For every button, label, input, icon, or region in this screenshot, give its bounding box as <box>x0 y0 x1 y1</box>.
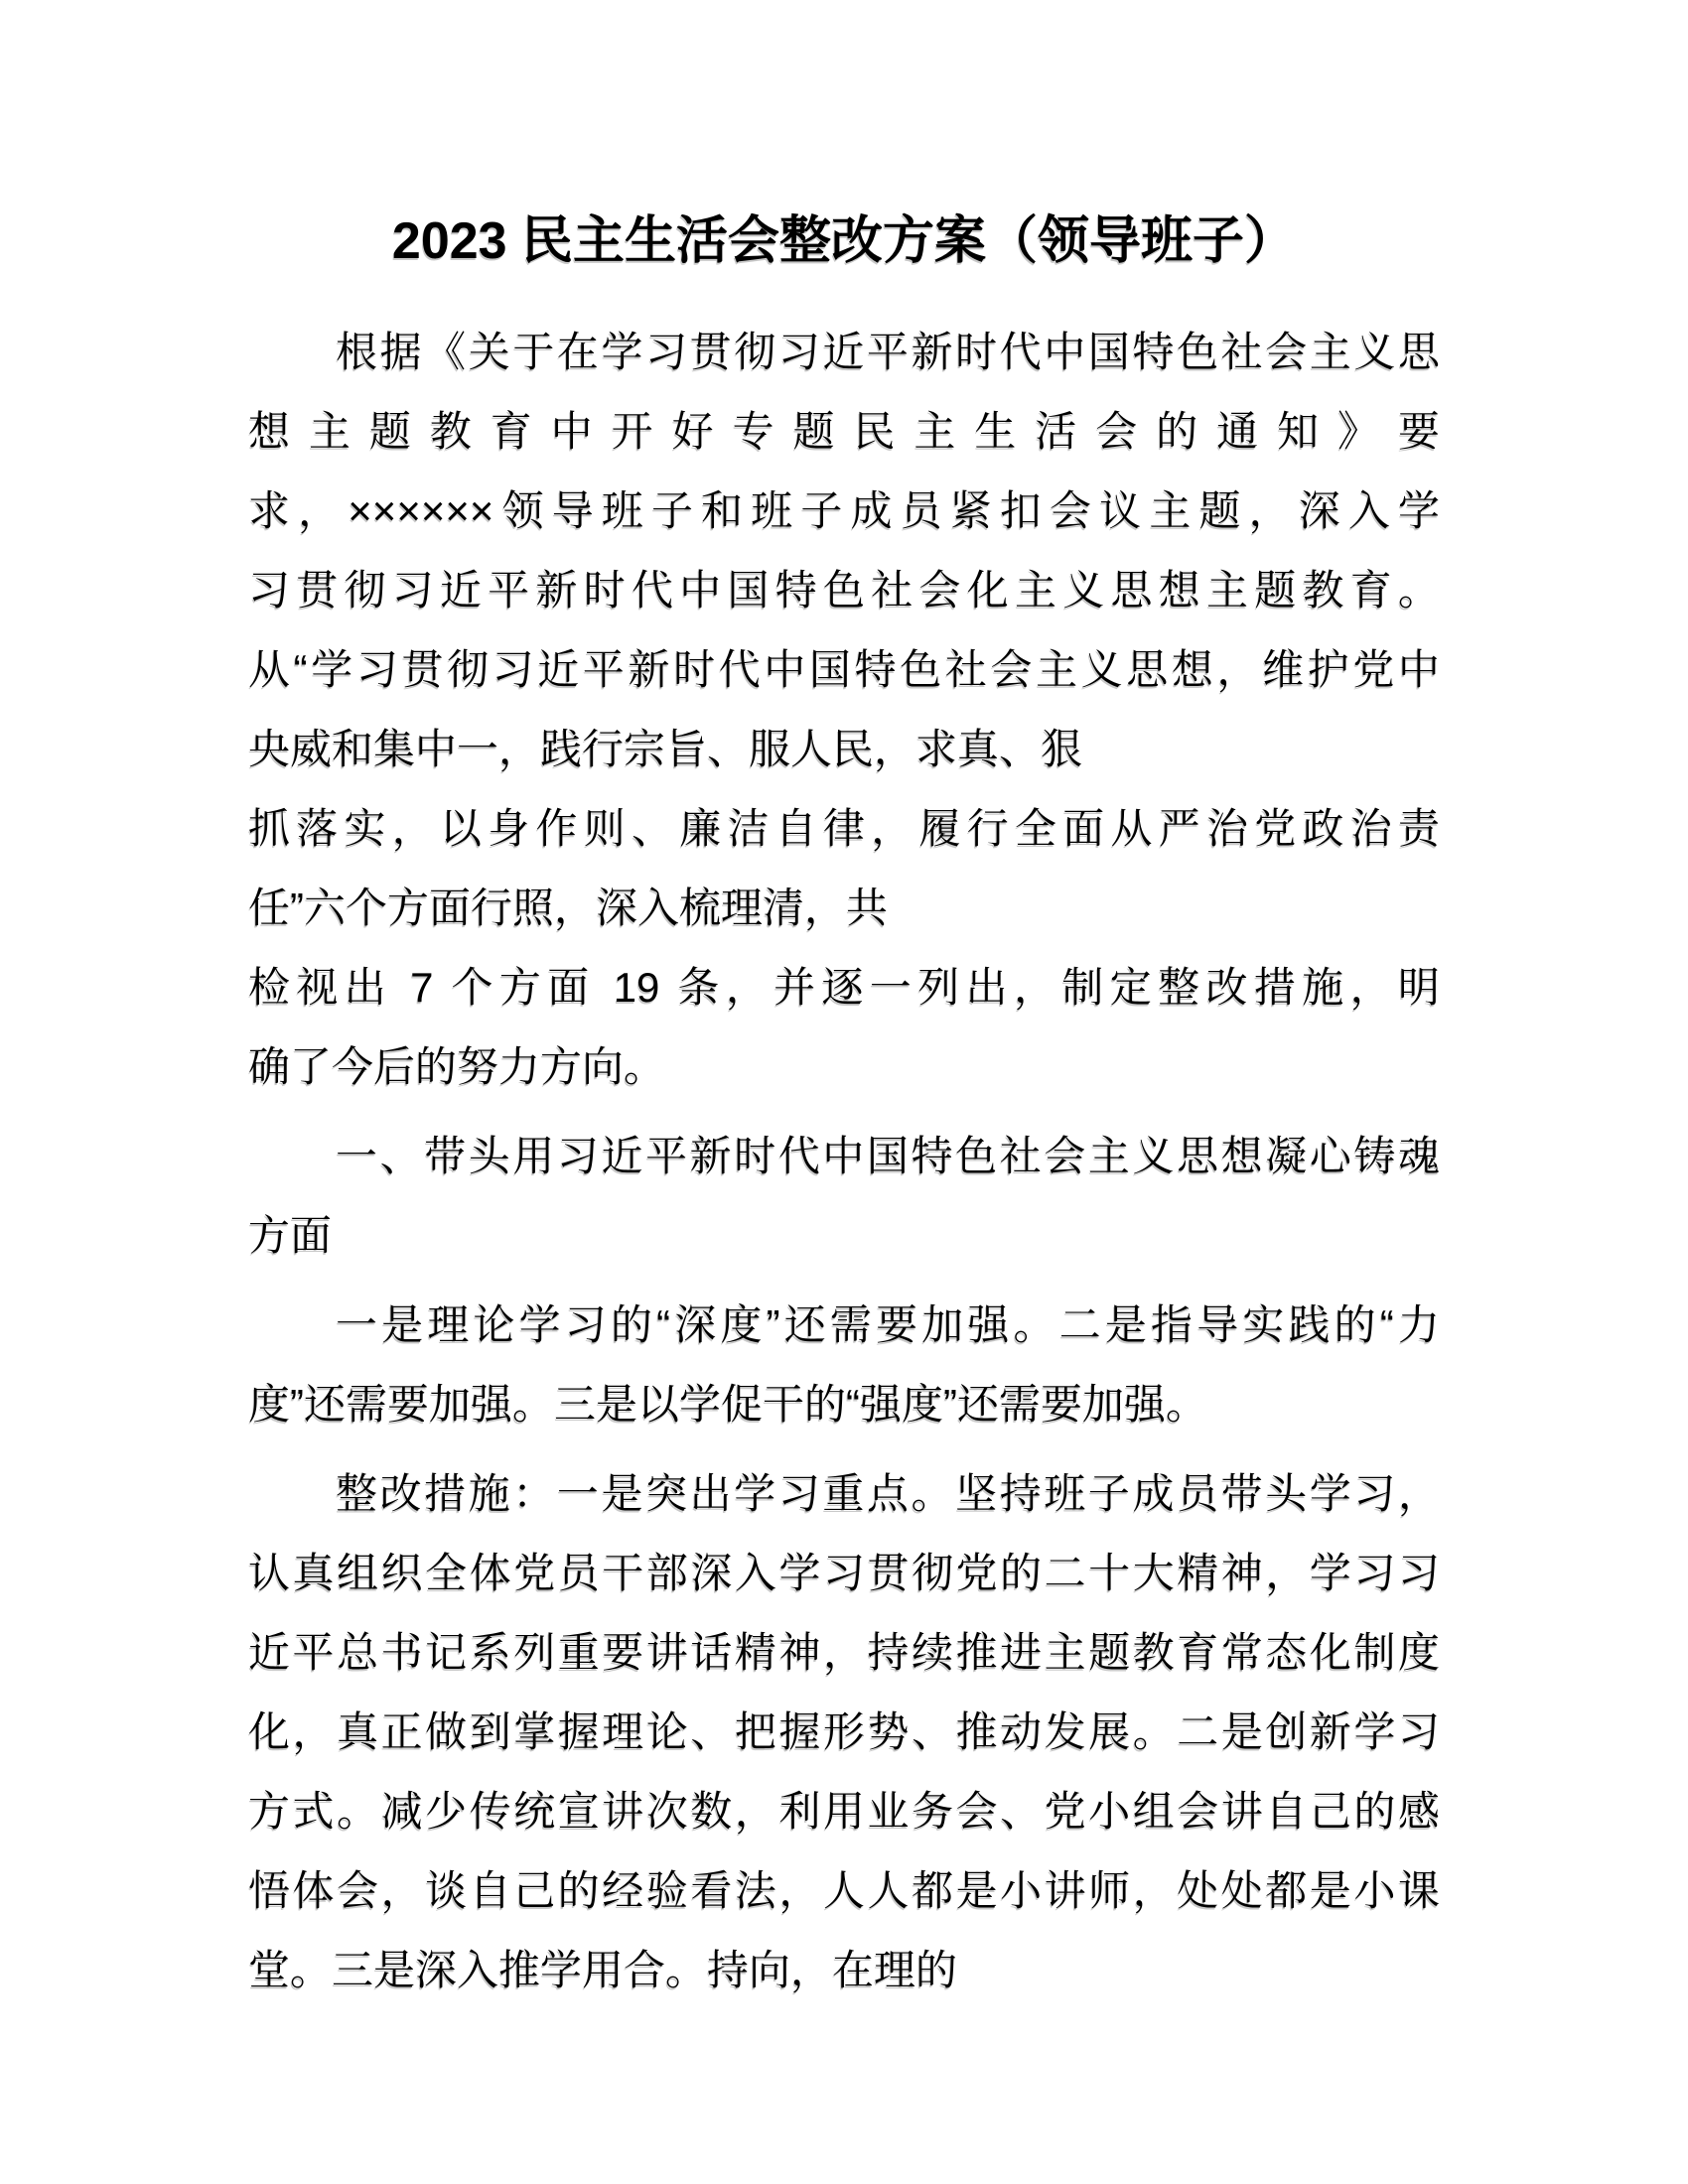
doc-line: 检视出 7 个方面 19 条，并逐一列出，制定整改措施，明 <box>248 964 1440 1011</box>
doc-line: 悟体会，谈自己的经验看法，人人都是小讲师，处处都是小课 <box>248 1867 1440 1914</box>
doc-line: 一是理论学习的“深度”还需要加强。二是指导实践的“力 <box>336 1301 1440 1348</box>
doc-line: 认真组织全体党员干部深入学习贯彻党的二十大精神，学习习 <box>248 1550 1440 1596</box>
doc-line: 确了今后的努力方向。 <box>248 1043 666 1090</box>
doc-line: 根据《关于在学习贯彻习近平新时代中国特色社会主义思 <box>336 329 1440 375</box>
paragraph-intro <box>248 313 1440 1107</box>
paragraph-section-heading-1 <box>248 1117 1440 1276</box>
doc-line: 方式。减少传统宣讲次数，利用业务会、党小组会讲自己的感 <box>248 1788 1440 1835</box>
doc-line: 化，真正做到掌握理论、把握形势、推动发展。二是创新学习 <box>248 1708 1440 1755</box>
doc-line: 近平总书记系列重要讲话精神，持续推进主题教育常态化制度 <box>248 1629 1440 1676</box>
doc-line: 任”六个方面行照，深入梳理清，共 <box>248 885 888 931</box>
section-heading-line: 一、带头用习近平新时代中国特色社会主义思想凝心铸魂 <box>336 1133 1440 1179</box>
doc-line: 习贯彻习近平新时代中国特色社会化主义思想主题教育。 <box>248 567 1440 614</box>
doc-line: 求，××××××领导班子和班子成员紧扣会议主题，深入学 <box>248 487 1440 534</box>
section-heading-line: 方面 <box>248 1212 333 1259</box>
paragraph-measures <box>248 1454 1440 2010</box>
document-title: 2023 民主生活会整改方案（领导班子） <box>391 212 1297 270</box>
doc-line: 从“学习贯彻习近平新时代中国特色社会主义思想，维护党中 <box>248 646 1440 693</box>
paragraph-problems <box>248 1286 1440 1444</box>
doc-line: 央威和集中一，践行宗旨、服人民，求真、狠 <box>248 726 1083 772</box>
doc-line: 整改措施：一是突出学习重点。坚持班子成员带头学习， <box>336 1470 1440 1517</box>
doc-line: 抓落实，以身作则、廉洁自律，履行全面从严治党政治责 <box>248 805 1440 852</box>
doc-line: 堂。三是深入推学用合。持向，在理的 <box>248 1947 958 1993</box>
doc-line: 度”还需要加强。三是以学促干的“强度”还需要加强。 <box>248 1381 1207 1428</box>
doc-line: 想主题教育中开好专题民主生活会的通知》要 <box>248 408 1440 455</box>
